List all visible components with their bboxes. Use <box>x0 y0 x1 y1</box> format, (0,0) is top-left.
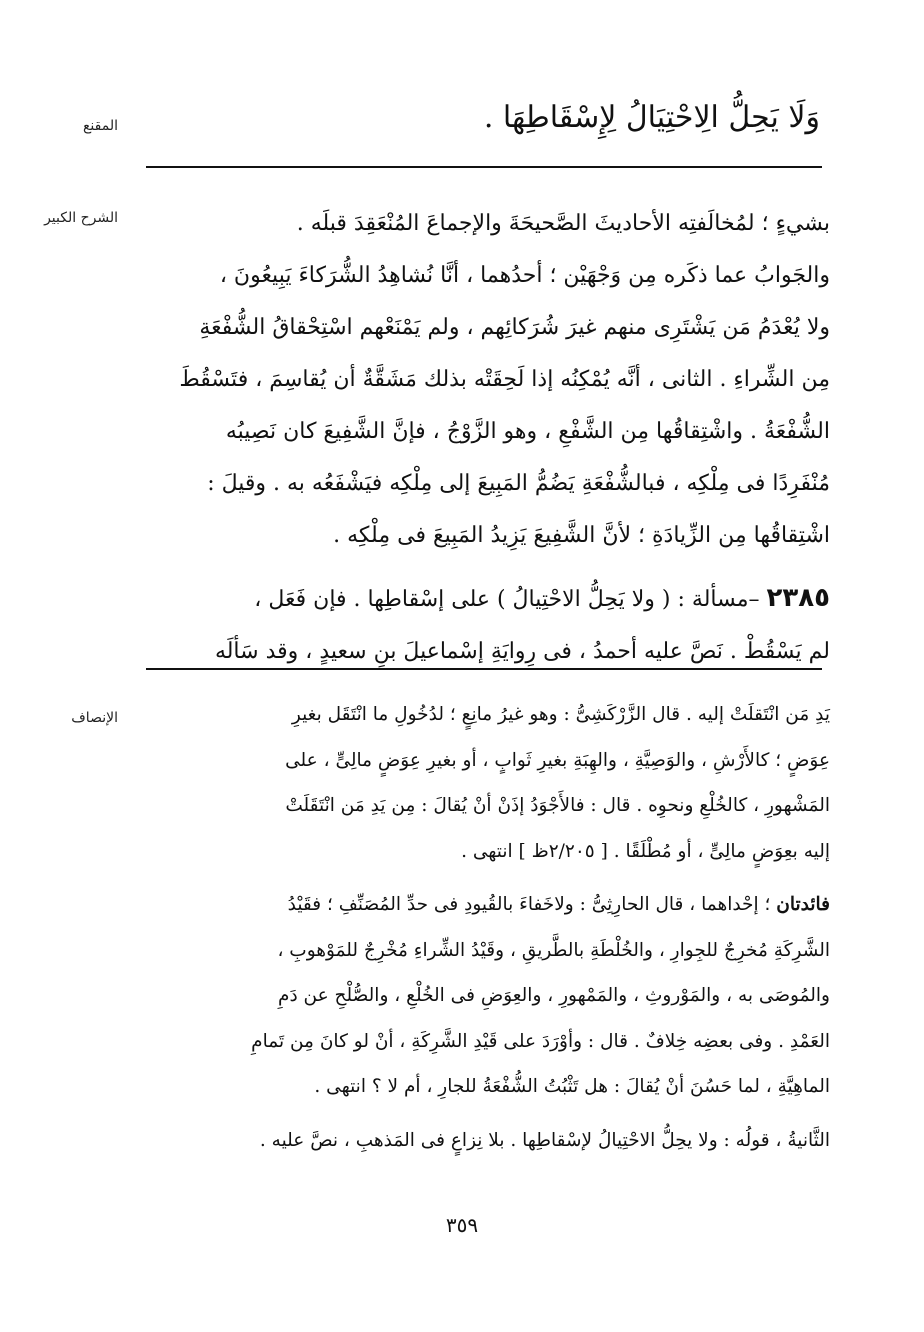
masala-line: لم يَسْقُطْ . نَصَّ عليه أحمدُ ، فى رِوايَةِ إسْماعيلَ بنِ سعيدٍ ، وقد سَألَه <box>214 639 830 664</box>
sharh-section <box>140 198 830 678</box>
side-label-muqni: المقنع <box>82 118 118 134</box>
insaf-line <box>140 882 830 928</box>
insaf-line: إليه بعِوَضٍ مالِىٍّ ، أو مُطْلَقًا . [ ٢/٢٠٥ظ ] انتهى . <box>461 840 830 862</box>
sharh-line: اشْتِقاقُها مِن الزِّيادَةِ ؛ لأنَّ الشَّفِيعَ يَزِيدُ المَبِيعَ فى مِلْكِه . <box>333 523 830 548</box>
muqni-text: وَلَا يَحِلُّ الِاحْتِيَالُ لِإِسْقَاطِهَا . <box>483 100 820 135</box>
fawaid-heading: فائدتان <box>776 894 830 915</box>
masala-line <box>140 572 830 626</box>
insaf-line: والمُوصَى به ، والمَوْروثِ ، والمَمْهورِ ، والعِوَضِ فى الخُلْعِ ، والصُّلْحِ عن دَمِ <box>277 985 830 1006</box>
insaf-line: المَشْهورِ ، كالخُلْعِ ونحوِه . قال : فالأَجْوَدُ إذَنْ أنْ يُقالَ : مِن يَدِ مَن انْتَقَلَتْ <box>285 795 830 816</box>
top-divider <box>146 166 822 168</box>
sharh-line: بشيءٍ ؛ لمُخالَفتِه الأحاديثَ الصَّحيحَةَ والإجماعَ المُنْعَقِدَ قبلَه . <box>296 211 830 236</box>
masala-text: –مسألة : ( ولا يَحِلُّ الاحْتِيالُ ) على إسْقاطِها . فإن فَعَل ، <box>254 587 767 612</box>
sharh-line: الشُّفْعَةُ . واشْتِقاقُها مِن الشَّفْعِ ، وهو الزَّوْجُ ، فإنَّ الشَّفِيعَ كان نَصِيبُه <box>225 419 830 444</box>
page-number: ٣٥٩ <box>445 1213 479 1237</box>
side-label-sharh: الشرح الكبير <box>44 210 118 226</box>
sharh-line: مِن الشِّراءِ . الثانى ، أنَّه يُمْكِنُه إذا لَحِقَتْه بذلك مَشَقَّةٌ أن يُقاسِمَ ، فتَسْقُطَ <box>179 367 830 392</box>
insaf-line: الثَّانيةُ ، قولُه : ولا يحِلُّ الاحْتِيالُ لإسْقاطِها . بلا نِزاعٍ فى المَذهبِ ، نصَّ عليه . <box>259 1129 830 1151</box>
masala-number: ٢٣٨٥ <box>766 583 830 613</box>
insaf-text: ؛ إحْداهما ، قال الحارِثِىُّ : ولاخَفاءَ بالقُيودِ فى حدِّ المُصَنِّفِ ؛ فقَيْدُ <box>287 894 777 915</box>
insaf-line: عِوَضٍ ؛ كالأَرْشِ ، والوَصِيَّةِ ، والهِبَةِ بغيرِ ثَوابٍ ، أو بغيرِ عِوَضٍ مالِىٍّ ، على <box>285 749 830 771</box>
insaf-section <box>140 692 830 1163</box>
sharh-line: والجَوابُ عما ذكَره مِن وَجْهَيْن ؛ أحدُهما ، أنَّا نُشاهِدُ الشُّرَكاءَ يَبِيعُونَ ، <box>219 263 830 288</box>
side-label-insaf: الإنصاف <box>71 710 118 726</box>
insaf-line: الماهِيَّةِ ، لما حَسُنَ أنْ يُقالَ : هل تَثْبُتُ الشُّفْعَةُ للجارِ ، أم لا ؟ انتهى . <box>314 1076 830 1097</box>
sharh-line: ولا يُعْدَمُ مَن يَشْتَرِى منهم غيرَ شُرَكائِهم ، ولم يَمْنَعْهم اسْتِحْقاقُ الشُّفْعَةِ <box>199 315 830 340</box>
insaf-line: الشَّرِكَةِ مُخرِجٌ للجِوارِ ، والخُلْطَةِ بالطَّريقِ ، وقَيْدُ الشِّراءِ مُخْرِجٌ للمَوْهوبِ ، <box>277 939 830 961</box>
sharh-line: مُنْفَرِدًا فى مِلْكِه ، فبالشُّفْعَةِ يَضُمُّ المَبِيعَ إلى مِلْكِه فيَشْفَعُه به . وقيلَ : <box>207 471 830 496</box>
insaf-line: العَمْدِ . وفى بعضِه خِلافٌ . قال : وأوْرَدَ على قَيْدِ الشَّرِكَةِ ، أنْ لو كانَ مِن تَمامِ <box>251 1030 830 1052</box>
middle-divider <box>146 668 822 670</box>
insaf-line: يَدِ مَن انْتَقلَتْ إليه . قال الزَّرْكَشِىُّ : وهو غيرُ مانِعٍ ؛ لدُخُولِ ما انْتَقَل بغيرِ <box>291 704 830 725</box>
